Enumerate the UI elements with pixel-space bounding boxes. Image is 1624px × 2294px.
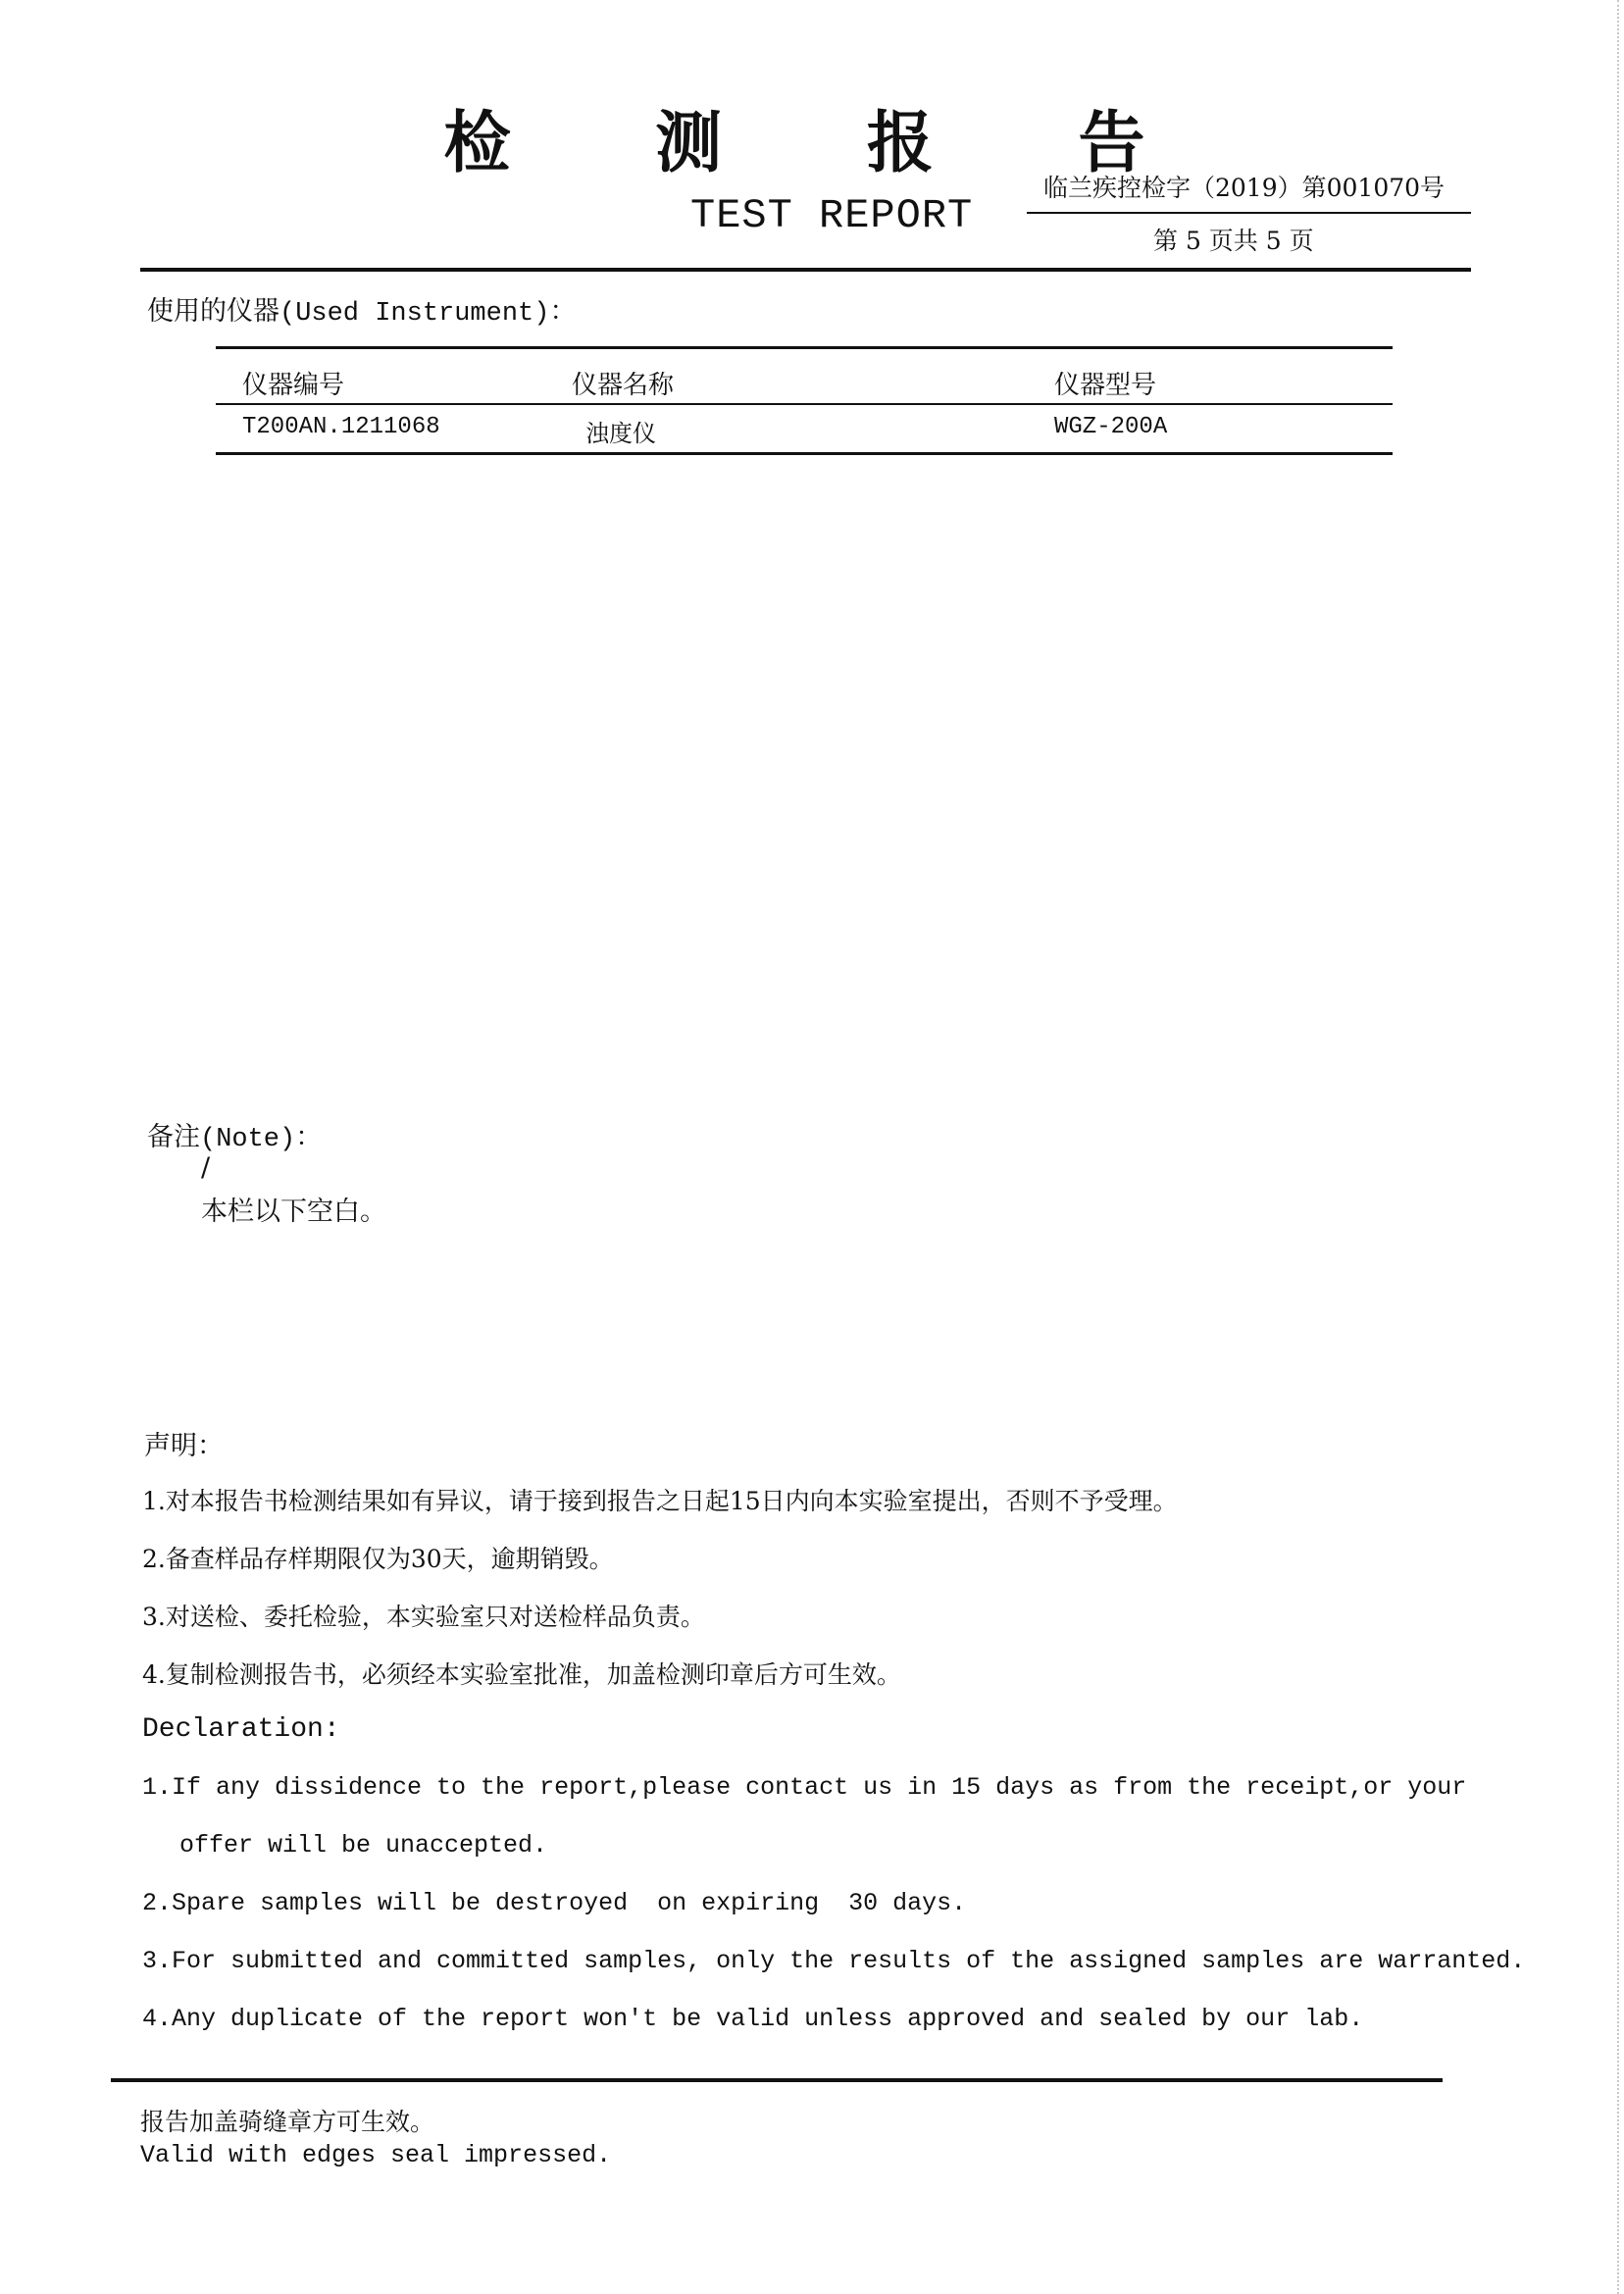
declaration-en-item-continued: offer will be unaccepted.	[179, 1831, 548, 1860]
instruments-table-header-rule	[216, 403, 1393, 405]
footer-divider	[111, 2078, 1443, 2082]
note-heading	[147, 1115, 322, 1154]
declaration-en-item: 4.Any duplicate of the report won't be valid unless approved and sealed by our lab.	[142, 2005, 1364, 2033]
declaration-en-item: 2.Spare samples will be destroyed on expiring 30 days.	[142, 1889, 967, 1917]
declaration-en-item: 1.If any dissidence to the report,please contact us in 15 days as from the receipt,or your	[142, 1773, 1467, 1802]
note-heading-cn: 备注	[147, 1122, 200, 1152]
header-divider	[140, 268, 1471, 272]
declaration-cn-item: 1.对本报告书检测结果如有异议，请于接到报告之日起15日内向本实验室提出，否则不予受理。	[142, 1487, 1178, 1515]
instruments-heading-en: (Used Instrument)：	[279, 299, 577, 329]
column-header-instrument-id: 仪器编号	[242, 371, 345, 400]
declaration-cn-item: 4.复制检测报告书，必须经本实验室批准，加盖检测印章后方可生效。	[142, 1660, 901, 1689]
declaration-cn-item: 2.备查样品存样期限仅为30天，逾期销毁。	[142, 1545, 614, 1573]
report-number-underline	[1027, 212, 1471, 214]
footer-note-en: Valid with edges seal impressed.	[140, 2141, 612, 2169]
instruments-table-bottom-rule	[216, 452, 1393, 455]
declaration-en-item: 3.For submitted and committed samples, only the results of the assigned samples are warranted.	[142, 1947, 1526, 1975]
report-number: 临兰疾控检字（2019）第001070号	[1043, 174, 1446, 202]
instruments-heading-cn: 使用的仪器	[147, 296, 279, 327]
note-slash: /	[201, 1152, 211, 1183]
footer-note-cn: 报告加盖骑缝章方可生效。	[140, 2108, 435, 2136]
page-number: 第 5 页共 5 页	[1153, 227, 1314, 255]
instruments-heading	[147, 289, 576, 329]
note-text: 本栏以下空白。	[201, 1197, 386, 1227]
declaration-cn-item: 3.对送检、委托检验，本实验室只对送检样品负责。	[142, 1603, 705, 1631]
instruments-table-top-rule	[216, 346, 1393, 349]
cell-instrument-name: 浊度仪	[585, 420, 656, 447]
column-header-instrument-model: 仪器型号	[1054, 371, 1157, 400]
scan-edge-line	[1617, 0, 1621, 2294]
declaration-en-heading: Declaration:	[142, 1714, 340, 1745]
cell-instrument-model: WGZ-200A	[1054, 414, 1168, 440]
declaration-cn-heading: 声明：	[144, 1431, 224, 1461]
report-title: 检 测 报 告	[443, 104, 1206, 182]
note-heading-en: (Note)：	[200, 1125, 323, 1154]
column-header-instrument-name: 仪器名称	[572, 371, 675, 400]
report-subtitle: TEST REPORT	[690, 192, 974, 239]
cell-instrument-id: T200AN.1211068	[242, 414, 440, 440]
